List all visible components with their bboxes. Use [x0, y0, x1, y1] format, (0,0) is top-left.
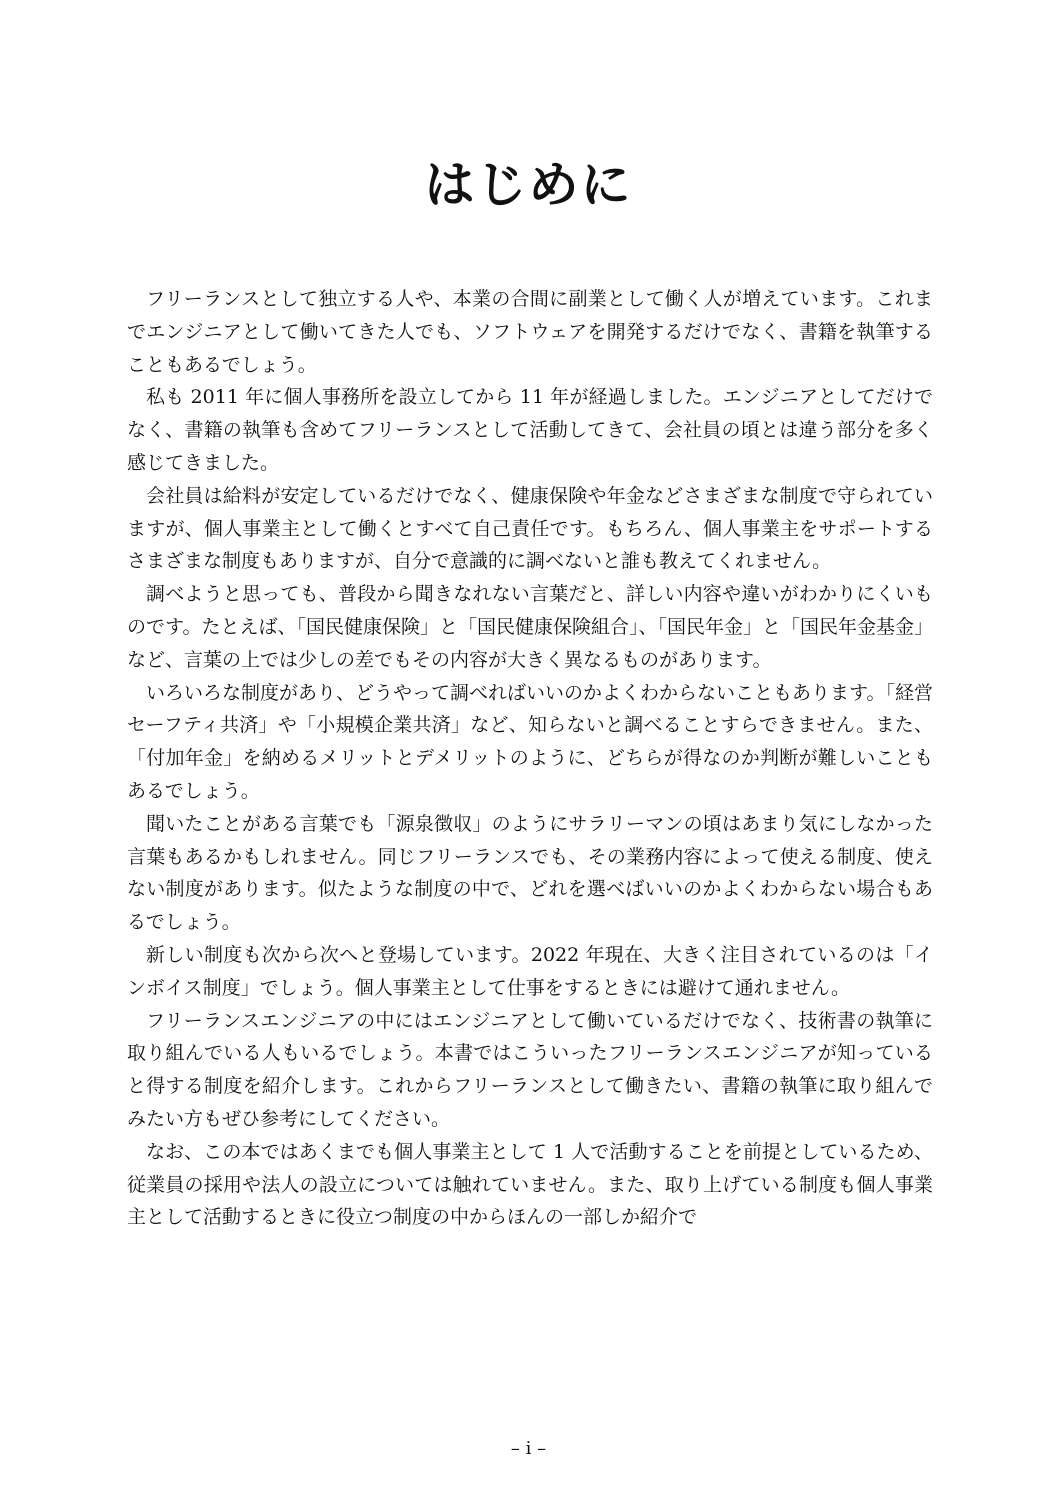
- page-number: – i –: [510, 1438, 547, 1459]
- body-text: [127, 283, 933, 1234]
- paragraph: いろいろな制度があり、どうやって調べればいいのかよくわからないこともあります。「経営セーフティ共済」や「小規模企業共済」など、知らないと調べることすらできません。また、「付加年金」を納めるメリットとデメリットのように、どちらが得なのか判断が難しいこともあるでしょう。: [127, 681, 933, 802]
- paragraph: 新しい制度も次から次へと登場しています。2022 年現在、大きく注目されているのは「インボイス制度」でしょう。個人事業主として仕事をするときには避けて通れません。: [127, 943, 933, 999]
- paragraph: 会社員は給料が安定しているだけでなく、健康保険や年金などさまざまな制度で守られていますが、個人事業主として働くとすべて自己責任です。もちろん、個人事業主をサポートするさまざまな制度もありますが、自分で意識的に調べないと誰も教えてくれません。: [127, 484, 933, 573]
- paragraph: フリーランスエンジニアの中にはエンジニアとして働いているだけでなく、技術書の執筆に取り組んでいる人もいるでしょう。本書ではこういったフリーランスエンジニアが知っていると得する制度を紹介します。これからフリーランスとして働きたい、書籍の執筆に取り組んでみたい方もぜひ参考にしてください。: [127, 1009, 933, 1130]
- paragraph: フリーランスとして独立する人や、本業の合間に副業として働く人が増えています。これまでエンジニアとして働いてきた人でも、ソフトウェアを開発するだけでなく、書籍を執筆することもあるでしょう。: [127, 288, 933, 376]
- paragraph: 聞いたことがある言葉でも「源泉徴収」のようにサラリーマンの頃はあまり気にしなかった言葉もあるかもしれません。同じフリーランスでも、その業務内容によって使える制度、使えない制度があります。似たような制度の中で、どれを選べばいいのかよくわからない場合もあるでしょう。: [127, 812, 933, 934]
- paragraph: 私も 2011 年に個人事務所を設立してから 11 年が経過しました。エンジニアとしてだけでなく、書籍の執筆も含めてフリーランスとして活動してきて、会社員の頃とは違う部分を多く感じてきました。: [127, 386, 933, 474]
- paragraph: なお、この本ではあくまでも個人事業主として 1 人で活動することを前提としているため、従業員の採用や法人の設立については触れていません。また、取り上げている制度も個人事業主として活動するときに役立つ制度の中からほんの一部しか紹介で: [127, 1140, 933, 1229]
- page-title: はじめに: [424, 156, 633, 214]
- paragraph: 調べようと思っても、普段から聞きなれない言葉だと、詳しい内容や違いがわかりにくいものです。たとえば、「国民健康保険」と「国民健康保険組合」、「国民年金」と「国民年金基金」など、言葉の上では少しの差でもその内容が大きく異なるものがあります。: [127, 583, 933, 671]
